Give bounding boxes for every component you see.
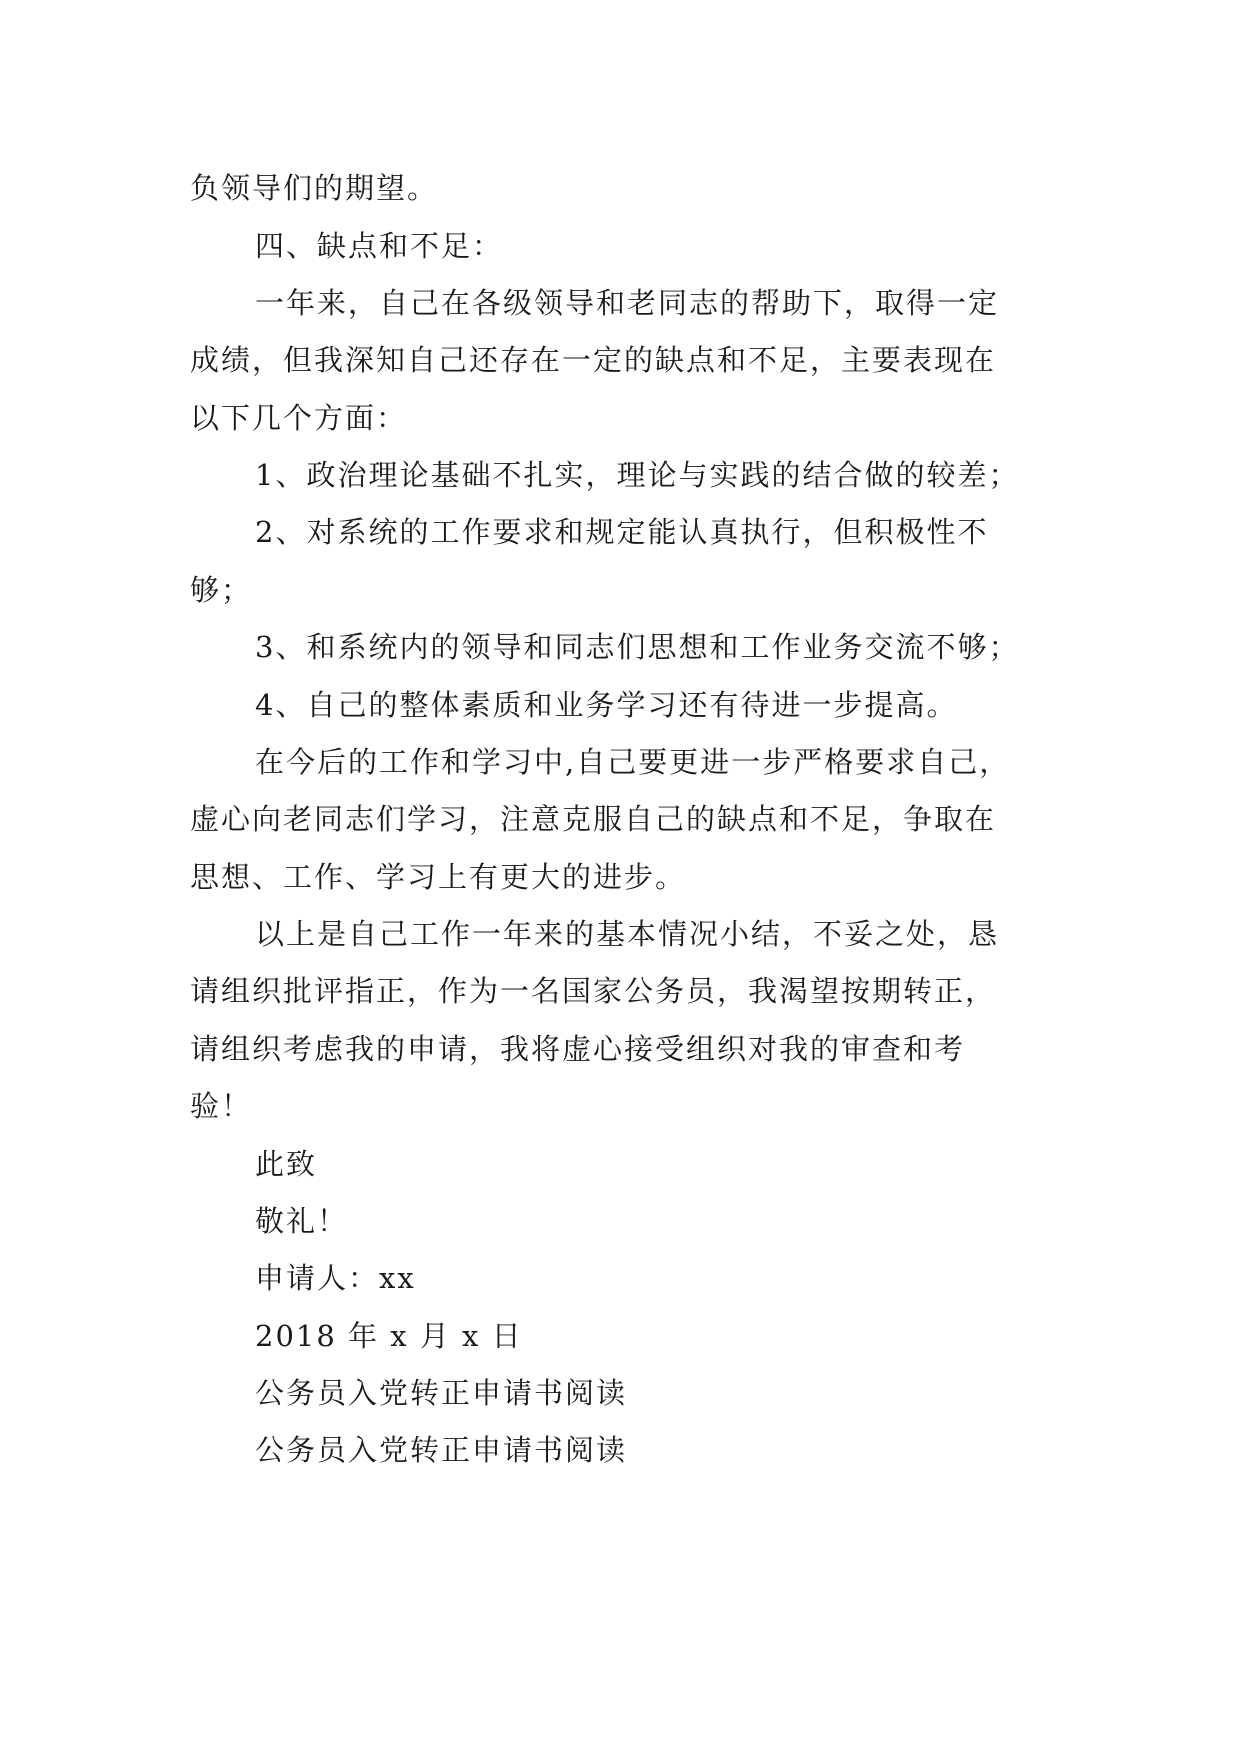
text-line: 验！ <box>190 1089 253 1123</box>
text-line: 以下几个方面： <box>190 401 408 435</box>
list-item: 3、和系统内的领导和同志们思想和工作业务交流不够； <box>255 630 1020 664</box>
list-item: 2、对系统的工作要求和规定能认真执行，但积极性不 <box>255 515 989 549</box>
text-line: 请组织批评指正，作为一名国家公务员，我渴望按期转正， <box>190 974 997 1008</box>
text-line: 负领导们的期望。 <box>190 171 439 205</box>
footer-title: 公务员入党转正申请书阅读 <box>255 1433 628 1467</box>
text-line: 一年来，自己在各级领导和老同志的帮助下，取得一定 <box>255 286 1000 320</box>
footer-title: 公务员入党转正申请书阅读 <box>255 1376 628 1410</box>
closing-greeting: 此致 <box>255 1147 318 1181</box>
applicant-signature: 申请人：xx <box>255 1261 416 1295</box>
document-date: 2018 年 x 月 x 日 <box>255 1319 523 1353</box>
text-line: 以上是自己工作一年来的基本情况小结，不妥之处，恳 <box>255 917 1000 951</box>
list-item: 1、政治理论基础不扎实，理论与实践的结合做的较差； <box>255 458 1020 492</box>
closing-salute: 敬礼！ <box>255 1204 349 1238</box>
section-heading: 四、缺点和不足： <box>255 229 504 263</box>
text-line: 思想、工作、学习上有更大的进步。 <box>190 860 687 894</box>
text-line: 够； <box>190 573 253 607</box>
text-line: 请组织考虑我的申请，我将虚心接受组织对我的审查和考 <box>190 1032 966 1066</box>
text-line: 虚心向老同志们学习，注意克服自己的缺点和不足，争取在 <box>190 802 997 836</box>
list-item: 4、自己的整体素质和业务学习还有待进一步提高。 <box>255 688 958 722</box>
text-line: 在今后的工作和学习中,自己要更进一步严格要求自己， <box>255 745 1011 779</box>
text-line: 成绩，但我深知自己还存在一定的缺点和不足，主要表现在 <box>190 343 997 377</box>
